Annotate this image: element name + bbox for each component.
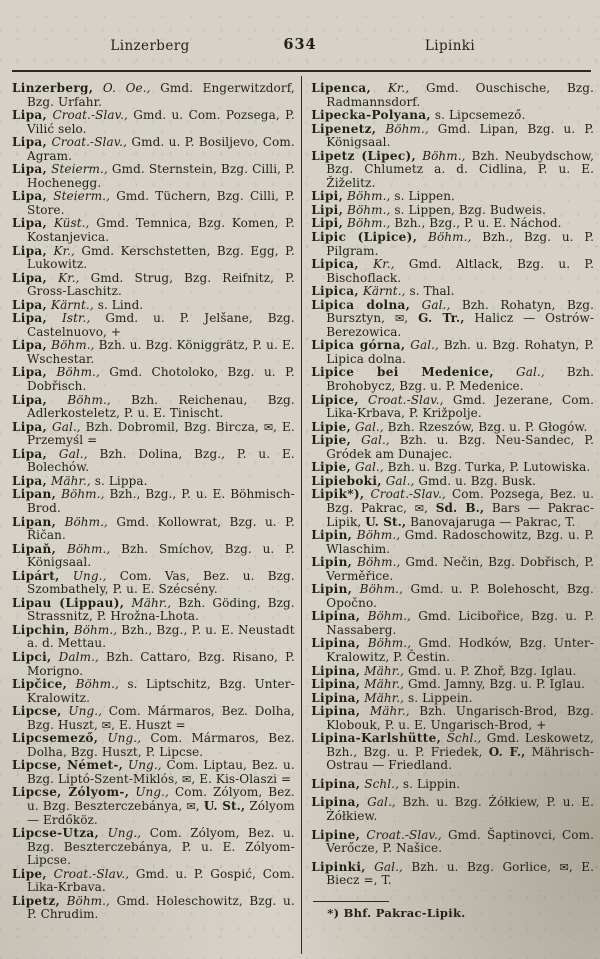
entry-headword: Lipica górna, bbox=[311, 338, 406, 353]
entry-description: Bzh. Smíchov, Bzg. u. P. Königsaal. bbox=[27, 541, 295, 570]
gazetteer-entry bbox=[311, 861, 594, 888]
entry-headword: Lipa, bbox=[12, 365, 48, 380]
entry-headword: Lipcse, bbox=[12, 704, 62, 719]
gazetteer-entry bbox=[12, 421, 295, 448]
entry-region-label: Gal., bbox=[361, 433, 390, 448]
entry-region-label: Ung., bbox=[107, 826, 142, 841]
entry-headword: Lipa, bbox=[12, 189, 48, 204]
entry-description: Bzh. Dolina, Bzg., P. u. E. Bolechów. bbox=[27, 446, 295, 475]
footnote bbox=[311, 901, 594, 920]
entry-description: Bzh. u. Bzg. Königgrätz, P. u. E. Wschestar. bbox=[27, 338, 295, 366]
entry-description: Com. Mármaros, Bez. Dolha, Bzg. Huszt, ✉, E. Huszt = bbox=[27, 704, 295, 732]
entry-headword: Lipica dolna, bbox=[311, 297, 411, 312]
entry-region-label: Böhm., bbox=[51, 338, 95, 353]
entry-headword: Lipaň, bbox=[12, 541, 57, 556]
entry-description: Bzh. u. Bzg. Rohatyn, P. Lipica dolna. bbox=[326, 338, 595, 366]
entry-region-label: Kr., bbox=[387, 81, 410, 95]
entry-description: Gmd. Engerwitzdorf, Bzg. Urfahr. bbox=[27, 81, 295, 109]
entry-region-label: Kr., bbox=[53, 243, 75, 258]
entry-region-label: Böhm., bbox=[347, 189, 391, 204]
entry-region-label: Croat.-Slav., bbox=[51, 135, 127, 150]
entry-description: Gmd. u. P. Bolehoscht, Bzg. Opočno. bbox=[326, 582, 594, 610]
page-number: 634 bbox=[283, 36, 317, 53]
entry-description: Gmd. Chotoloko, Bzg. u. P. Dobřisch. bbox=[27, 365, 295, 394]
entry-region-label: Croat.-Slav., bbox=[366, 827, 442, 842]
entry-description: Bzh. Neubydschow, Bzg. Chlumetz a. d. Cidlina, P. u. E. Žiželitz. bbox=[326, 148, 595, 190]
page-header bbox=[0, 34, 600, 64]
gazetteer-entry bbox=[12, 516, 295, 543]
entry-headword: Lipi, bbox=[311, 202, 344, 217]
entry-headword: Lipan, bbox=[12, 514, 57, 529]
gazetteer-entry bbox=[311, 366, 594, 393]
gazetteer-entry bbox=[12, 299, 295, 313]
entry-description: Gmd. Kollowrat, Bzg. u. P. Řičan. bbox=[27, 514, 295, 543]
entry-headword: Lipica, bbox=[311, 257, 359, 272]
entry-region-label: Mähr., bbox=[131, 595, 172, 610]
entry-description: Gmd. Altlack, Bzg. u. P. Bischoflack. bbox=[326, 257, 595, 285]
gazetteer-entry bbox=[311, 610, 594, 637]
entry-region-label: Croat.-Slav., bbox=[53, 866, 130, 881]
entry-headword: Lipina, bbox=[311, 677, 361, 692]
entry-region-label: O. Oe., bbox=[102, 81, 151, 95]
gazetteer-entry bbox=[12, 312, 295, 339]
entry-headword: Lipica, bbox=[311, 284, 359, 299]
entry-region-label: Böhm., bbox=[367, 609, 411, 624]
gazetteer-entry bbox=[311, 394, 594, 421]
gazetteer-entry bbox=[311, 204, 594, 218]
entry-headword: Lipina, bbox=[311, 704, 361, 719]
header-left-keyword: Linzerberg bbox=[110, 38, 190, 54]
entry-description: s. Lippen, Bzg. Budweis. bbox=[394, 202, 547, 217]
entry-region-label: Croat.-Slav., bbox=[370, 487, 446, 502]
entry-description: Gmd. Ouschische, Bzg. Radmannsdorf. bbox=[326, 81, 594, 109]
entry-description: Gmd. Nečin, Bzg. Dobřisch, P. Verměřice. bbox=[326, 555, 594, 583]
entry-headword: Lipcse-Utza, bbox=[12, 826, 100, 841]
entry-description: Gmd. Jamny, Bzg. u. P. Iglau. bbox=[408, 677, 586, 692]
entry-headword: Lipa, bbox=[12, 392, 48, 407]
entry-headword: Lipic (Lipice), bbox=[311, 230, 418, 245]
entry-region-label: Gal., bbox=[367, 795, 396, 810]
entry-headword: Lipin, bbox=[311, 555, 353, 570]
entry-description: Bzh. u. Bzg. Żółkiew, P. u. E. Żółkiew. bbox=[326, 795, 595, 823]
entry-headword: Lipa, bbox=[12, 473, 48, 488]
entry-description: s. Lipcsemező. bbox=[434, 108, 526, 123]
entry-description: Bzh. Rzeszów, Bzg. u. P. Głogów. bbox=[387, 419, 588, 434]
entry-region-label: Gal., bbox=[355, 419, 384, 434]
gazetteer-entry bbox=[311, 637, 594, 664]
entry-headword: Lipice bei Medenice, bbox=[311, 365, 494, 380]
entry-description: Gmd. Leskowetz, Bzh., Bzg. u. P. Friedek, O. F., Mährisch-Ostrau — Friedland. bbox=[326, 731, 594, 773]
gazetteer-entry bbox=[311, 796, 594, 823]
entry-headword: Lipa, bbox=[12, 108, 48, 123]
entry-region-label: Böhm., bbox=[357, 555, 401, 570]
entry-region-label: Gal., bbox=[421, 297, 451, 312]
entry-description: Bzh., Bzg., P. u. E. Böhmisch-Brod. bbox=[27, 487, 295, 515]
gazetteer-entry bbox=[12, 895, 295, 922]
entry-region-label: Böhm., bbox=[66, 893, 110, 908]
entry-description: Bzh. u. Bzg. Turka, P. Lutowiska. bbox=[387, 460, 591, 475]
gazetteer-entry bbox=[311, 678, 594, 692]
post-office-icon: ✉ bbox=[394, 312, 405, 326]
left-column bbox=[10, 80, 301, 959]
entry-description: s. Lind. bbox=[97, 297, 144, 312]
gazetteer-entry bbox=[12, 448, 295, 475]
entry-description: Gmd. Šaptinovci, Com. Verőcze, P. Našice. bbox=[326, 827, 595, 856]
entry-headword: Lipina-Karlshütte, bbox=[311, 731, 442, 746]
entry-region-label: Istr., bbox=[62, 311, 91, 326]
entry-headword: Lipcsemező, bbox=[12, 731, 99, 746]
entry-description: Gmd. Radoschowitz, Bzg. u. P. Wlaschim. bbox=[326, 528, 594, 556]
entry-region-label: Küst., bbox=[53, 216, 90, 231]
entry-description: Bzh. u. Bzg. Gorlice, ✉, E. Biecz =, T. bbox=[326, 859, 594, 888]
gazetteer-entry bbox=[12, 732, 295, 759]
entry-headword: Lipau (Lippau), bbox=[12, 595, 125, 610]
entry-description: Bzh. Göding, Bzg. Strassnitz, P. Hrožna-Lhota. bbox=[27, 595, 295, 624]
gazetteer-entry bbox=[12, 272, 295, 299]
entry-description: Gmd. u. P. Jelšane, Bzg. Castelnuovo, + bbox=[27, 311, 295, 339]
entry-description: Gmd. Strug, Bzg. Reifnitz, P. Gross-Laschitz. bbox=[27, 270, 295, 299]
gazetteer-entry bbox=[12, 109, 295, 136]
entry-region-label: Ung., bbox=[68, 704, 103, 719]
gazetteer-entry bbox=[12, 543, 295, 570]
entry-description: Bzh. Rohatyn, Bzg. Bursztyn, ✉, G. Tr., Halicz — Ostrów-Berezowica. bbox=[326, 297, 594, 339]
entry-description: Bzh. Ungarisch-Brod, Bzg. Klobouk, P. u. E. Ungarisch-Brod, + bbox=[326, 704, 595, 732]
entry-description: Gmd. u. P. Gospić, Com. Lika-Krbava. bbox=[27, 866, 295, 895]
entry-description: Gmd. Holeschowitz, Bzg. u. P. Chrudim. bbox=[27, 893, 295, 922]
gazetteer-entry bbox=[311, 705, 594, 732]
gazetteer-entry bbox=[12, 705, 295, 732]
entry-headword: Lipie, bbox=[311, 419, 352, 434]
gazetteer-entry bbox=[311, 123, 594, 150]
post-office-icon: ✉ bbox=[559, 860, 569, 874]
entry-description: Com. Pozsega, Bez. u. Bzg. Pakrac, ✉, Sd. B., Bars — Pakrac-Lipik, U. St., Banovajaruga — Pakrac, T. bbox=[326, 487, 594, 529]
gazetteer-entry bbox=[311, 692, 594, 706]
entry-description: Gmd. u. P. Zhoř, Bzg. Iglau. bbox=[408, 663, 577, 678]
entry-description: Gmd. u. Com. Pozsega, P. Vilić selo. bbox=[27, 108, 295, 136]
entry-description: s. Lippen. bbox=[394, 189, 455, 204]
entry-description: Bzh., Bzg., P. u. E. Náchod. bbox=[394, 216, 562, 231]
entry-headword: Lipi, bbox=[311, 216, 344, 231]
entry-headword: Lipie, bbox=[311, 460, 352, 475]
post-office-icon: ✉ bbox=[414, 501, 425, 515]
entry-headword: Lipice, bbox=[311, 392, 359, 407]
entry-headword: Lipan, bbox=[12, 487, 57, 502]
gazetteer-entry bbox=[12, 624, 295, 651]
entry-region-label: Böhm., bbox=[61, 487, 105, 502]
gazetteer-entry bbox=[311, 829, 594, 856]
entry-region-label: Böhm., bbox=[428, 230, 472, 245]
post-office-icon: ✉ bbox=[182, 772, 192, 786]
gazetteer-entry bbox=[12, 366, 295, 393]
entry-headword: Lipa, bbox=[12, 338, 48, 353]
gazetteer-entry bbox=[311, 556, 594, 583]
entry-region-label: Croat.-Slav., bbox=[368, 392, 444, 407]
entry-region-label: Böhm., bbox=[347, 202, 391, 217]
entry-headword: Lipina, bbox=[311, 795, 361, 810]
entry-headword: Lipina, bbox=[311, 776, 361, 791]
entry-description: s. Lippein. bbox=[408, 690, 473, 705]
entry-description: Bzh. u. Bzg. Neu-Sandec, P. Gródek am Dunajec. bbox=[326, 433, 595, 461]
gazetteer-entry bbox=[12, 190, 295, 217]
entry-region-label: Böhm., bbox=[367, 636, 412, 651]
gazetteer-entry bbox=[311, 461, 594, 475]
gazetteer-entry bbox=[311, 190, 594, 204]
gazetteer-entry bbox=[311, 339, 594, 366]
entry-region-label: Kr., bbox=[373, 257, 395, 272]
footnote-text: *) Bhf. Pakrac-Lipik. bbox=[327, 905, 466, 920]
entry-region-label: Ung., bbox=[72, 568, 107, 583]
entry-headword: Lipcse, Zólyom-, bbox=[12, 785, 130, 800]
entry-region-label: Ung., bbox=[135, 785, 169, 800]
entry-description: Com. Zólyom, Bez. u. Bzg. Beszterczebánya, ✉, U. St., Zólyom — Erdőköz. bbox=[27, 785, 295, 827]
gazetteer-entry bbox=[311, 150, 594, 191]
entry-description: Gmd. Jezerane, Com. Lika-Krbava, P. Križpolje. bbox=[326, 392, 594, 421]
entry-headword: Lipetz, bbox=[12, 893, 61, 908]
entry-headword: Lipa, bbox=[12, 297, 48, 312]
gazetteer-entry bbox=[12, 488, 295, 515]
entry-headword: Lipa, bbox=[12, 243, 48, 258]
entry-description: Gmd. u. Bzg. Busk. bbox=[418, 473, 537, 488]
entry-region-label: Mähr., bbox=[369, 704, 410, 719]
entry-region-label: Mähr., bbox=[51, 473, 91, 488]
entry-headword: Lipa, bbox=[12, 270, 48, 285]
entry-description: Bzh. Brohobycz, Bzg. u. P. Medenice. bbox=[326, 365, 595, 394]
entry-description: Bzh., Bzg. u. P. Pilgram. bbox=[326, 230, 595, 258]
entry-region-label: Ung., bbox=[128, 758, 162, 773]
entry-headword: Lipina, bbox=[311, 663, 361, 678]
right-column-entries bbox=[311, 82, 594, 888]
entry-description: Com. Vas, Bez. u. Bzg. Szombathely, P. u. E. Szécsény. bbox=[27, 568, 295, 597]
gazetteer-entry bbox=[12, 570, 295, 597]
gazetteer-entry bbox=[311, 434, 594, 461]
entry-description: Bzh. Dobromil, Bzg. Bircza, ✉, E. Przemyśl = bbox=[27, 419, 295, 448]
entry-headword: Lipieboki, bbox=[311, 473, 382, 488]
gazetteer-entry bbox=[311, 82, 594, 109]
entry-headword: Lipa, bbox=[12, 216, 48, 231]
gazetteer-entry bbox=[311, 529, 594, 556]
entry-region-label: Böhm., bbox=[67, 392, 111, 407]
entry-region-label: Croat.-Slav., bbox=[52, 108, 128, 123]
gazetteer-entry bbox=[12, 163, 295, 190]
entry-headword: Lipa, bbox=[12, 135, 48, 150]
gazetteer-entry bbox=[311, 285, 594, 299]
entry-description: Gmd. Hodków, Bzg. Unter-Kralowitz, P. Čestin. bbox=[326, 636, 595, 664]
gazetteer-entry bbox=[12, 868, 295, 895]
gazetteer-entry bbox=[12, 82, 295, 109]
header-right-keyword: Lipinki bbox=[424, 38, 476, 54]
entry-description: Gmd. Kerschstetten, Bzg. Egg, P. Lukowitz. bbox=[27, 243, 295, 272]
gazetteer-entry bbox=[12, 678, 295, 705]
entry-region-label: Kr., bbox=[58, 270, 80, 285]
right-column bbox=[302, 80, 594, 959]
entry-region-label: Gal., bbox=[374, 859, 403, 874]
gazetteer-entry bbox=[12, 217, 295, 244]
entry-region-label: Steierm., bbox=[53, 189, 111, 204]
post-office-icon: ✉ bbox=[186, 799, 196, 813]
entry-region-label: Gal., bbox=[355, 460, 384, 475]
entry-region-label: Gal., bbox=[58, 446, 88, 461]
entry-region-label: Kärnt., bbox=[362, 284, 406, 299]
entry-description: s. Thal. bbox=[409, 284, 455, 299]
gazetteer-entry bbox=[311, 778, 594, 792]
entry-headword: Lipine, bbox=[311, 827, 361, 842]
entry-headword: Lipa, bbox=[12, 311, 48, 326]
entry-region-label: Böhm., bbox=[56, 365, 100, 380]
footnote-rule bbox=[313, 901, 389, 902]
entry-description: Gmd. u. P. Bosiljevo, Com. Agram. bbox=[27, 135, 295, 163]
entry-region-label: Böhm., bbox=[385, 121, 429, 136]
entry-description: Bzh. Cattaro, Bzg. Risano, P. Morigno. bbox=[27, 649, 295, 678]
entry-description: Gmd. Tüchern, Bzg. Cilli, P. Store. bbox=[27, 189, 295, 217]
entry-description: Com. Zólyom, Bez. u. Bzg. Beszterczebánya, P. u. E. Zólyom-Lipcse. bbox=[27, 826, 295, 868]
entry-region-label: Dalm., bbox=[58, 649, 99, 664]
entry-headword: Lipcse, Német-, bbox=[12, 758, 124, 773]
entry-headword: Lipinki, bbox=[311, 859, 366, 874]
entry-headword: Lipchin, bbox=[12, 622, 70, 637]
gazetteer-entry bbox=[12, 339, 295, 366]
gazetteer-entry bbox=[311, 258, 594, 285]
entry-description: Gmd. Sternstein, Bzg. Cilli, P. Hochenegg. bbox=[27, 162, 295, 190]
entry-region-label: Böhm., bbox=[359, 582, 404, 597]
post-office-icon: ✉ bbox=[263, 420, 274, 434]
entry-description: Gmd. Licibořice, Bzg. u. P. Nassaberg. bbox=[326, 609, 594, 637]
entry-headword: Lipik*), bbox=[311, 487, 365, 502]
entry-region-label: Mähr., bbox=[364, 690, 405, 705]
entry-headword: Lipčice, bbox=[12, 677, 68, 692]
entry-headword: Linzerberg, bbox=[12, 81, 94, 95]
gazetteer-entry bbox=[311, 488, 594, 529]
entry-region-label: Gal., bbox=[52, 419, 81, 434]
entry-region-label: Mähr., bbox=[364, 663, 405, 678]
entry-headword: Lipenetz, bbox=[311, 121, 377, 136]
entry-description: s. Lippa. bbox=[94, 473, 148, 488]
gazetteer-entry bbox=[311, 732, 594, 773]
entry-region-label: Böhm., bbox=[66, 541, 111, 556]
entry-headword: Lipecka-Polyana, bbox=[311, 108, 431, 123]
entry-headword: Lipe, bbox=[12, 866, 47, 881]
entry-headword: Lipina, bbox=[311, 690, 361, 705]
gazetteer-entry bbox=[12, 475, 295, 489]
entry-region-label: Böhm., bbox=[347, 216, 391, 231]
entry-region-label: Gal., bbox=[516, 365, 545, 380]
entry-description: Bzh. Reichenau, Bzg. Adlerkosteletz, P. u. E. Tinischt. bbox=[27, 392, 295, 421]
entry-description: Com. Mármaros, Bez. Dolha, Bzg. Huszt, P. Lipcse. bbox=[27, 731, 295, 759]
entry-region-label: Böhm., bbox=[422, 148, 466, 163]
gazetteer-entry bbox=[311, 665, 594, 679]
entry-headword: Lipa, bbox=[12, 162, 48, 177]
entry-region-label: Böhm., bbox=[75, 677, 119, 692]
gazetteer-entry bbox=[12, 136, 295, 163]
gazetteer-entry bbox=[311, 475, 594, 489]
gazetteer-entry bbox=[12, 245, 295, 272]
entry-region-label: Mähr., bbox=[364, 677, 405, 692]
gazetteer-entry bbox=[12, 759, 295, 786]
entry-headword: Lipie, bbox=[311, 433, 352, 448]
entry-region-label: Böhm., bbox=[73, 622, 118, 637]
entry-region-label: Gal., bbox=[385, 473, 415, 488]
entry-region-label: Steierm., bbox=[51, 162, 108, 177]
entry-headword: Lipin, bbox=[311, 582, 353, 597]
entry-headword: Lipárt, bbox=[12, 568, 60, 583]
gazetteer-entry bbox=[12, 651, 295, 678]
entry-region-label: Kärnt., bbox=[51, 297, 94, 312]
entry-headword: Lipenca, bbox=[311, 81, 372, 95]
entry-region-label: Böhm., bbox=[64, 514, 108, 529]
entry-region-label: Ung., bbox=[107, 731, 142, 746]
post-office-icon: ✉ bbox=[101, 718, 112, 732]
entry-headword: Lipina, bbox=[311, 636, 361, 651]
gazetteer-entry bbox=[311, 231, 594, 258]
gazetteer-entry bbox=[12, 394, 295, 421]
gazetteer-entry bbox=[311, 583, 594, 610]
text-columns bbox=[0, 72, 600, 959]
gazetteer-entry bbox=[311, 109, 594, 123]
gazetteer-entry bbox=[12, 597, 295, 624]
gazetteer-entry bbox=[12, 827, 295, 868]
entry-description: Gmd. Lipan, Bzg. u. P. Königsaal. bbox=[326, 121, 594, 150]
gazetteer-entry bbox=[311, 421, 594, 435]
entry-headword: Lipetz (Lipec), bbox=[311, 148, 417, 163]
entry-description: s. Lippin. bbox=[402, 776, 461, 791]
entry-headword: Lipci, bbox=[12, 649, 52, 664]
entry-headword: Lipin, bbox=[311, 528, 353, 543]
entry-description: Bzh., Bzg., P. u. E. Neustadt a. d. Mettau. bbox=[27, 622, 295, 651]
entry-region-label: Schl., bbox=[446, 731, 482, 746]
entry-headword: Lipi, bbox=[311, 189, 344, 204]
entry-description: Gmd. Temnica, Bzg. Komen, P. Kostanjevica. bbox=[27, 216, 295, 245]
entry-headword: Lipa, bbox=[12, 419, 48, 434]
gazetteer-entry bbox=[311, 299, 594, 340]
gazetteer-entry bbox=[311, 217, 594, 231]
entry-description: s. Liptschitz, Bzg. Unter-Kralowitz. bbox=[27, 677, 295, 705]
entry-headword: Lipa, bbox=[12, 446, 48, 461]
entry-region-label: Böhm., bbox=[356, 528, 401, 543]
entry-description: Com. Liptau, Bez. u. Bzg. Liptó-Szent-Miklós, ✉, E. Kis-Olaszi = bbox=[27, 758, 295, 786]
gazetteer-entry bbox=[12, 786, 295, 827]
entry-region-label: Schl., bbox=[364, 776, 399, 791]
entry-headword: Lipina, bbox=[311, 609, 361, 624]
entry-region-label: Gal., bbox=[410, 338, 439, 353]
